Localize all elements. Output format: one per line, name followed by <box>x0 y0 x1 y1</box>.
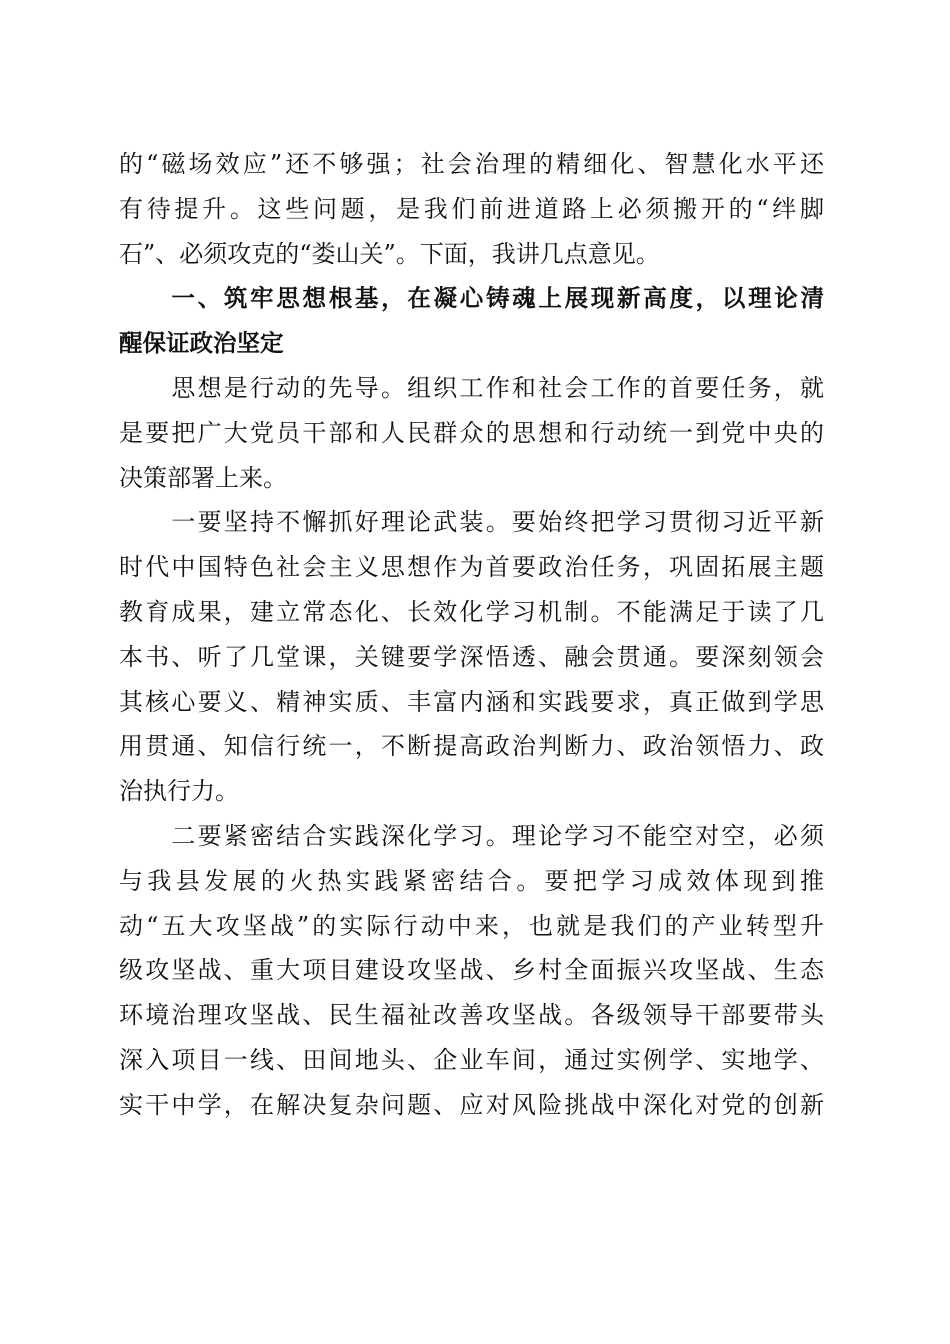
text-line: 是要把广大党员干部和人民群众的思想和行动统一到党中央的 <box>119 418 824 447</box>
text-line: 时代中国特色社会主义思想作为首要政治任务，巩固拓展主题 <box>119 553 824 582</box>
text-line: 动“五大攻坚战”的实际行动中来，也就是我们的产业转型升 <box>119 911 824 940</box>
heading-line: 醒保证政治坚定 <box>119 329 284 358</box>
text-line: 二要紧密结合实践深化学习。理论学习不能空对空，必须 <box>119 821 824 850</box>
text-line: 教育成果，建立常态化、长效化学习机制。不能满足于读了几 <box>119 597 824 626</box>
text-line: 级攻坚战、重大项目建设攻坚战、乡村全面振兴攻坚战、生态 <box>119 956 824 985</box>
text-line: 与我县发展的火热实践紧密结合。要把学习成效体现到推 <box>119 866 824 895</box>
paragraph-opening <box>119 142 824 276</box>
text-line: 本书、听了几堂课，关键要学深悟透、融会贯通。要深刻领会 <box>119 642 824 671</box>
text-line: 治执行力。 <box>119 777 239 806</box>
text-line: 的“磁场效应”还不够强；社会治理的精细化、智慧化水平还 <box>119 150 824 178</box>
paragraph-point-two <box>119 814 824 1128</box>
text-line: 环境治理攻坚战、民生福祉改善攻坚战。各级领导干部要带头 <box>119 1001 824 1030</box>
heading-line: 一、筑牢思想根基，在凝心铸魂上展现新高度，以理论清 <box>119 284 824 313</box>
text-line: 一要坚持不懈抓好理论武装。要始终把学习贯彻习近平新 <box>119 508 824 537</box>
text-line: 实干中学，在解决复杂问题、应对风险挑战中深化对党的创新 <box>119 1090 824 1119</box>
paragraph-intro <box>119 366 824 500</box>
text-line: 用贯通、知信行统一，不断提高政治判断力、政治领悟力、政 <box>119 732 824 761</box>
text-line: 决策部署上来。 <box>119 463 287 492</box>
text-line: 思想是行动的先导。组织工作和社会工作的首要任务，就 <box>119 373 824 402</box>
section-heading <box>119 276 824 366</box>
text-line: 其核心要义、精神实质、丰富内涵和实践要求，真正做到学思 <box>119 687 824 716</box>
text-line: 深入项目一线、田间地头、企业车间，通过实例学、实地学、 <box>119 1045 824 1074</box>
text-line: 有待提升。这些问题，是我们前进道路上必须搬开的“绊脚 <box>119 194 824 223</box>
document-body <box>119 142 824 1128</box>
paragraph-point-one <box>119 500 824 814</box>
text-line: 石”、必须攻克的“娄山关”。下面，我讲几点意见。 <box>119 239 660 268</box>
